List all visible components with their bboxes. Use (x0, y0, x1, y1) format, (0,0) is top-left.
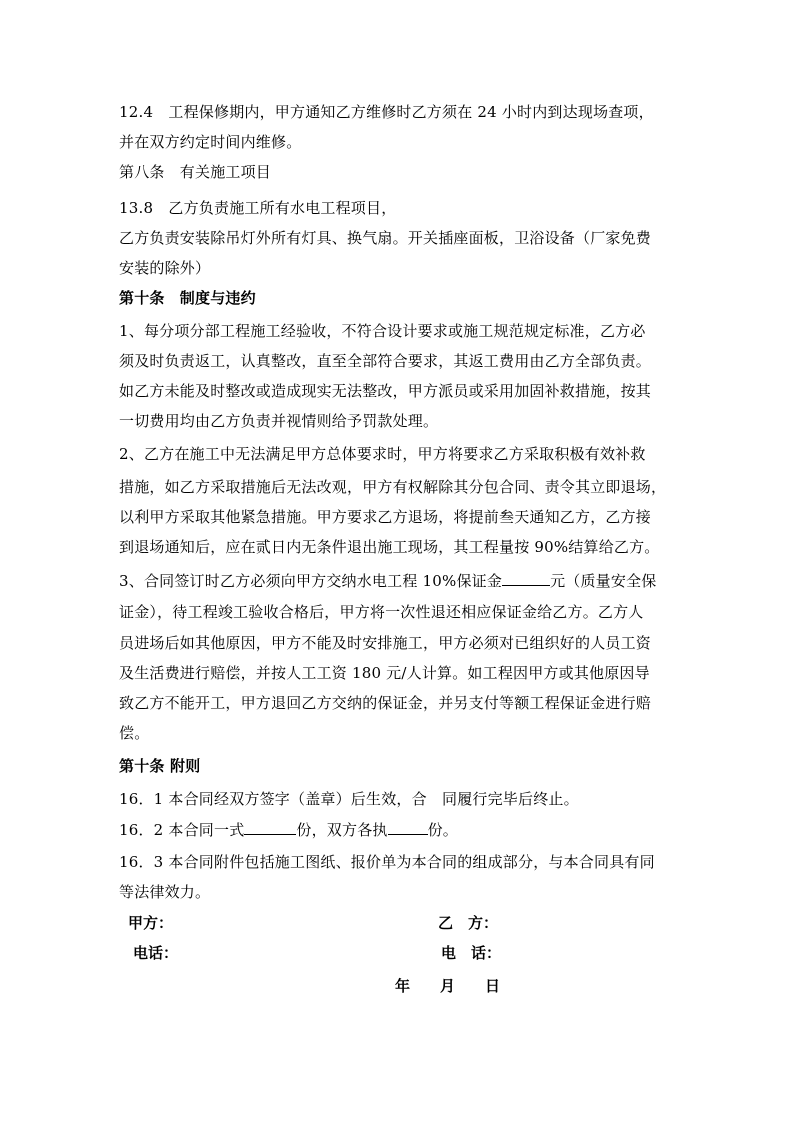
article-8-heading: 第八条 有关施工项目 (119, 163, 272, 181)
item-3-line-1 (119, 570, 656, 591)
clause-16-3-line-2: 等法律效力。 (119, 883, 211, 901)
party-a-label: 甲方： (128, 914, 174, 932)
article-10-heading: 第十条 制度与违约 (119, 289, 256, 307)
clause-16-2-text-c: 份。 (427, 821, 459, 839)
party-b-phone-label: 电 话： (441, 944, 502, 962)
clause-16-1: 16．1 本合同经双方签字（盖章）后生效，合 同履行完毕后终止。 (119, 790, 579, 808)
clause-13-8-line-1: 13.8 乙方负责施工所有水电工程项目， (119, 199, 397, 217)
deposit-amount-blank (502, 570, 550, 586)
item-3-line-5: 致乙方不能开工，甲方退回乙方交纳的保证金，并另支付等额工程保证金进行赔 (119, 694, 652, 712)
item-1-line-2: 须及时负责返工，认真整改，直至全部符合要求，其返工费用由乙方全部负责。 (119, 352, 652, 370)
clause-12-4-line-1: 12.4 工程保修期内，甲方通知乙方维修时乙方须在 24 小时内到达现场查项， (119, 103, 654, 121)
item-1-line-1: 1、每分项分部工程施工经验收，不符合设计要求或施工规范规定标准，乙方必 (119, 322, 646, 340)
item-3-line-2: 证金），待工程竣工验收合格后，甲方将一次性退还相应保证金给乙方。乙方人 (119, 603, 644, 621)
signing-date: 年 月 日 (395, 977, 501, 995)
appendix-heading: 第十条 附则 (119, 757, 201, 775)
copies-total-blank (244, 819, 296, 835)
party-a-phone-label: 电话： (133, 944, 179, 962)
clause-12-4-line-2: 并在双方约定时间内维修。 (119, 133, 302, 151)
item-3-line-4: 及生活费进行赔偿，并按人工工资 180 元/人计算。如工程因甲方或其他原因导 (119, 664, 650, 682)
clause-13-8-line-3: 安装的除外） (119, 259, 211, 277)
clause-16-2-text-a: 16．2 本合同一式 (119, 821, 245, 839)
clause-16-3-line-1: 16．3 本合同附件包括施工图纸、报价单为本合同的组成部分，与本合同具有同 (119, 853, 655, 871)
item-2-line-2: 措施，如乙方采取措施后无法改观，甲方有权解除其分包合同、责令其立即退场， (119, 478, 667, 496)
item-3-text-after-blank: 元（质量安全保 (550, 572, 657, 590)
item-2-line-3: 以利甲方采取其他紧急措施。甲方要求乙方退场，将提前叁天通知乙方，乙方接 (119, 508, 652, 526)
clause-16-2 (119, 819, 458, 840)
item-1-line-4: 一切费用均由乙方负责并视情则给予罚款处理。 (119, 412, 439, 430)
item-1-line-3: 如乙方未能及时整改或造成现实无法整改，甲方派员或采用加固补救措施，按其 (119, 382, 652, 400)
clause-13-8-line-2: 乙方负责安装除吊灯外所有灯具、换气扇。开关插座面板，卫浴设备（厂家免费 (119, 229, 652, 247)
item-3-line-6: 偿。 (119, 724, 150, 742)
party-b-label: 乙 方： (438, 914, 499, 932)
item-2-line-1: 2、乙方在施工中无法满足甲方总体要求时，甲方将要求乙方采取积极有效补救 (119, 445, 646, 463)
copies-each-blank (388, 819, 428, 835)
item-3-line-3: 员进场后如其他原因，甲方不能及时安排施工，甲方必须对已组织好的人员工资 (119, 634, 652, 652)
clause-16-2-text-b: 份，双方各执 (296, 821, 388, 839)
item-2-line-4: 到退场通知后，应在贰日内无条件退出施工现场，其工程量按 90%结算给乙方。 (119, 538, 660, 556)
item-3-text-before-blank: 3、合同签订时乙方必须向甲方交纳水电工程 10%保证金 (119, 572, 503, 590)
